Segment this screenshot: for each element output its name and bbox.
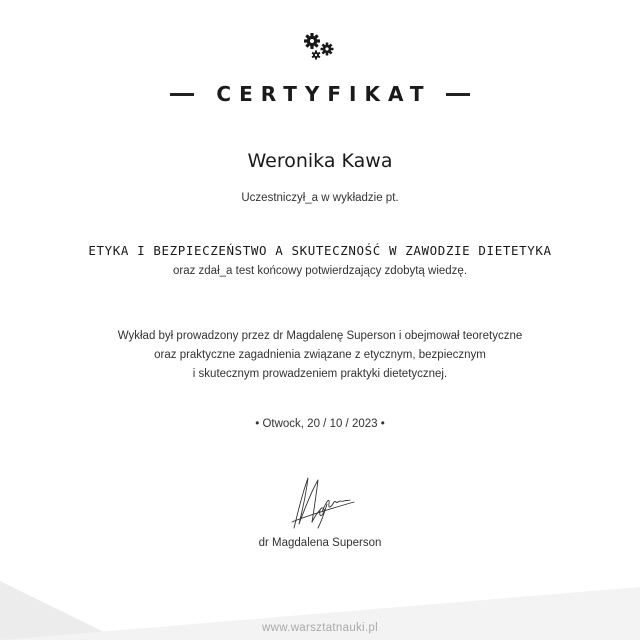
description-line: oraz praktyczne zagadnienia związane z etycznym, bezpiecznym <box>154 349 486 361</box>
intro-text: Uczestniczył_a w wykładzie pt. <box>241 192 399 204</box>
lecture-description <box>0 327 640 384</box>
description-line: i skutecznym prowadzeniem praktyki dietetycznej. <box>192 368 448 380</box>
website-link[interactable]: www.warsztatnauki.pl <box>262 622 378 634</box>
passed-text: oraz zdał_a test końcowy potwierdzający zdobytą wiedzę. <box>172 265 468 277</box>
certificate-heading <box>0 82 640 106</box>
heading-dash-right <box>446 93 470 96</box>
signer-name: dr Magdalena Superson <box>258 537 382 549</box>
signature-icon <box>272 472 362 536</box>
certificate-title: CERTYFIKAT <box>216 82 432 106</box>
description-line: Wykład był prowadzony przez dr Magdalenę Superson i obejmował teoretyczne <box>117 330 523 342</box>
recipient-name: Weronika Kawa <box>247 150 393 172</box>
gears-icon <box>302 30 338 60</box>
course-title: ETYKA I BEZPIECZEŃSTWO A SKUTECZNOŚĆ W ZAWODZIE DIETETYKA <box>88 243 552 258</box>
heading-dash-left <box>170 93 194 96</box>
place-date: • Otwock, 20 / 10 / 2023 • <box>255 418 385 430</box>
